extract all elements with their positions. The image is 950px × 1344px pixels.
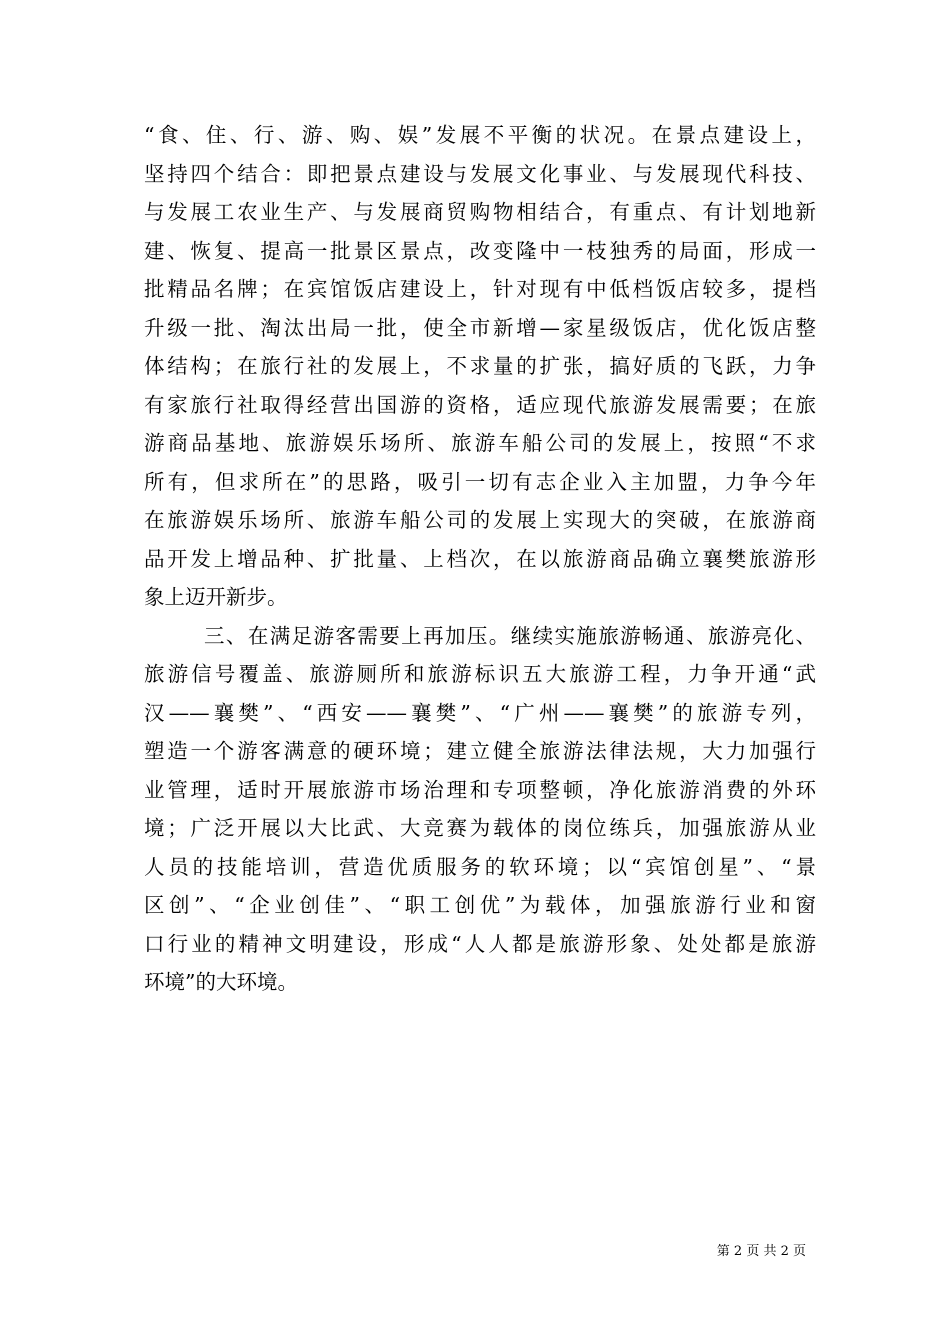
text-line: 口行业的精神文明建设，形成“人人都是旅游形象、处处都是旅游 [144, 931, 816, 956]
paragraph-1 [144, 116, 816, 617]
document-body [144, 116, 816, 1002]
text-line: 与发展工农业生产、与发展商贸购物相结合，有重点、有计划地新 [144, 200, 816, 224]
text-line: 塑造一个游客满意的硬环境；建立健全旅游法律法规，大力加强行 [144, 739, 816, 763]
text-line: 境；广泛开展以大比武、大竞赛为载体的岗位练兵，加强旅游从业 [144, 816, 816, 840]
text-line: 有家旅行社取得经营出国游的资格，适应现代旅游发展需要；在旅 [144, 392, 816, 417]
text-line: 游商品基地、旅游娱乐场所、旅游车船公司的发展上，按照“不求 [144, 431, 816, 455]
text-line: 所有，但求所在”的思路，吸引一切有志企业入主加盟，力争今年 [144, 469, 816, 494]
text-line: 升级一批、淘汰出局一批，使全市新增—家星级饭店，优化饭店整 [144, 315, 816, 340]
text-line: 三、在满足游客需要上再加压。继续实施旅游畅通、旅游亮化、 [204, 623, 816, 648]
text-line: 体结构；在旅行社的发展上，不求量的扩张，搞好质的飞跃，力争 [144, 354, 816, 378]
text-line: 人员的技能培训，营造优质服务的软环境；以“宾馆创星”、“景 [144, 854, 816, 879]
text-line: 品开发上增品种、扩批量、上档次，在以旅游商品确立襄樊旅游形 [144, 546, 816, 571]
text-line: 区创”、“企业创佳”、“职工创优”为载体，加强旅游行业和窗 [144, 893, 816, 917]
text-line: 象上迈开新步。 [144, 585, 288, 609]
text-line: 旅游信号覆盖、旅游厕所和旅游标识五大旅游工程，力争开通“武 [144, 662, 816, 686]
page-number: 第 2 页 共 2 页 [716, 1244, 806, 1259]
text-line: 环境”的大环境。 [144, 970, 298, 994]
text-line: 建、恢复、提高一批景区景点，改变隆中一枝独秀的局面，形成一 [144, 238, 816, 263]
text-line: 在旅游娱乐场所、旅游车船公司的发展上实现大的突破，在旅游商 [144, 508, 816, 532]
text-line: 批精品名牌；在宾馆饭店建设上，针对现有中低档饭店较多，提档 [144, 277, 816, 301]
paragraph-2 [144, 617, 816, 1002]
text-line: “食、住、行、游、购、娱”发展不平衡的状况。在景点建设上， [144, 123, 816, 147]
text-line: 业管理，适时开展旅游市场治理和专项整顿，净化旅游消费的外环 [144, 777, 816, 802]
text-line: 汉——襄樊”、“西安——襄樊”、“广州——襄樊”的旅游专列， [144, 700, 816, 725]
text-line: 坚持四个结合：即把景点建设与发展文化事业、与发展现代科技、 [144, 161, 816, 186]
